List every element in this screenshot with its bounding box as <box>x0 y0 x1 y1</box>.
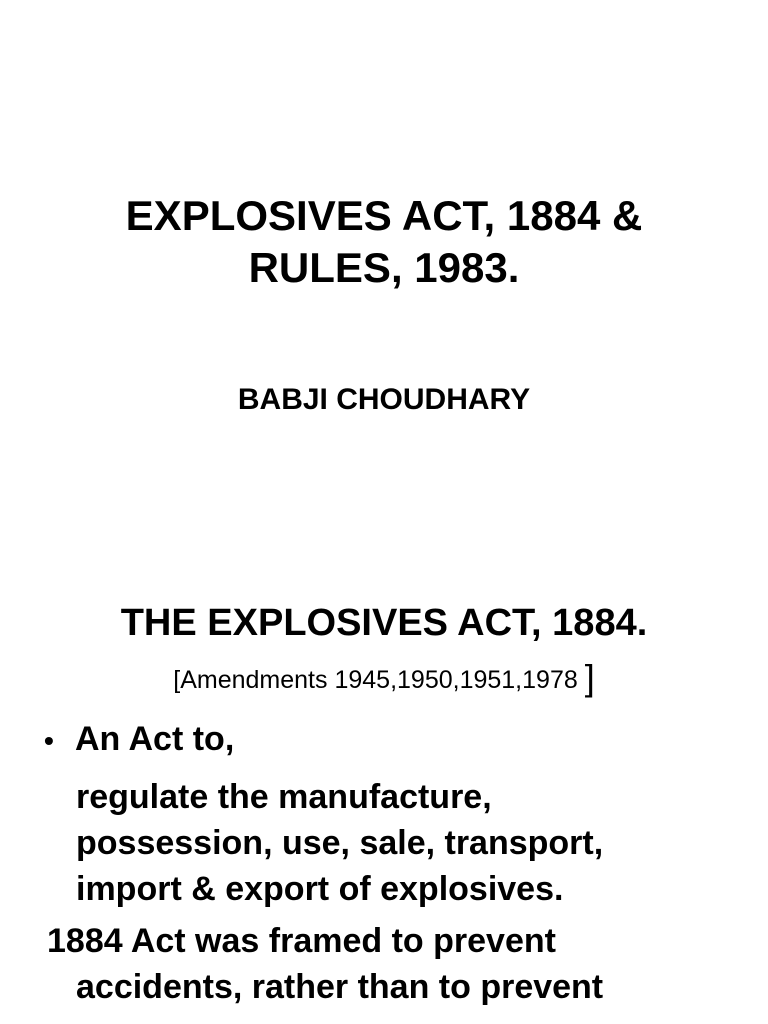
slide-act-overview <box>0 576 768 1024</box>
list-item <box>44 718 234 762</box>
amendments-note <box>0 657 768 698</box>
author-name: BABJI CHOUDHARY <box>237 383 531 416</box>
document-title <box>0 190 768 294</box>
amendments-close-bracket: ] <box>584 657 595 698</box>
paragraph-line: 1884 Act was framed to prevent <box>47 922 556 960</box>
document-title-line-1: EXPLOSIVES ACT, 1884 & <box>125 192 643 239</box>
bullet-icon: • <box>44 725 54 756</box>
paragraph-line: regulate the manufacture, <box>76 778 492 816</box>
section-title: THE EXPLOSIVES ACT, 1884. <box>120 602 648 644</box>
act-purpose-paragraph <box>76 774 603 912</box>
bullet-text: An Act to, <box>75 720 235 758</box>
paragraph-line: possession, use, sale, transport, <box>76 824 604 862</box>
paragraph-line: accidents, rather than to prevent <box>76 968 604 1006</box>
paragraph-line: import & export of explosives. <box>76 870 564 908</box>
act-history-paragraph <box>47 918 603 1010</box>
document-title-line-2: RULES, 1983. <box>248 244 520 291</box>
amendments-text: [Amendments 1945,1950,1951,1978 <box>173 666 585 694</box>
